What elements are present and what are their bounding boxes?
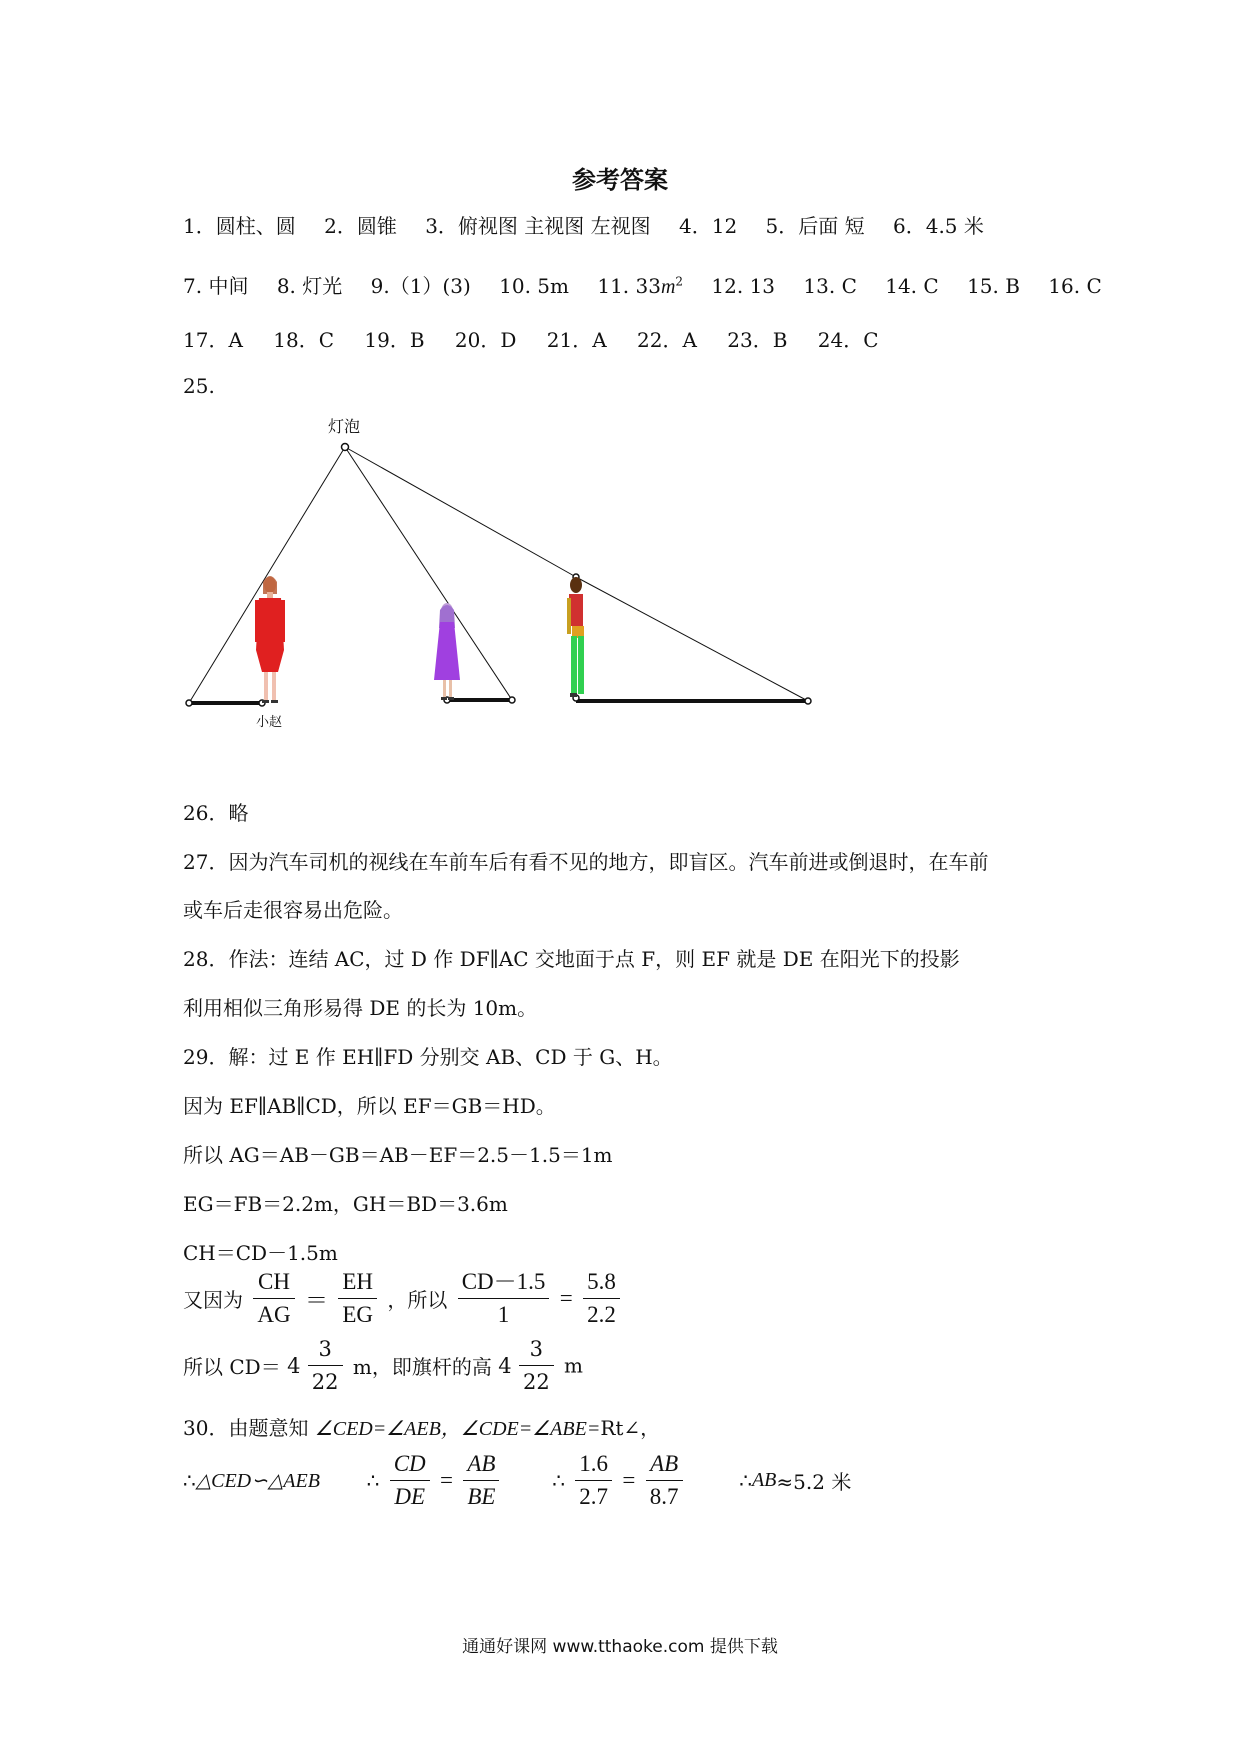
answer-14: 14. C [885,274,939,298]
q28-line-1: 28．作法：连结 AC，过 D 作 DF∥AC 交地面于点 F，则 EF 就是 DE 在阳光下的投影 [183,947,960,971]
answer-24: 24．C [817,328,879,352]
q30-frac-ab-be: $\frac{AB}{BE}$ [463,1450,499,1511]
person-xiaozhao-label: 小赵 [256,715,283,730]
page-title: 参考答案 [572,166,668,194]
q30-frac-16-27: $\frac{1.6}{2.7}$ [575,1450,612,1511]
answer-12: 12. 13 [711,274,776,298]
person-xiaozhao-figure [255,576,285,703]
q28-line-2: 利用相似三角形易得 DE 的长为 10m。 [183,996,538,1020]
ray-middle [345,447,512,700]
q29-mixed-frac-2: $\frac{3}{22}$ [519,1335,554,1396]
q30-frac-cd-de: $\frac{CD}{DE}$ [390,1450,430,1511]
q29-frac-eh-eg: $\frac{EH}{EG}$ [338,1268,377,1329]
answer-15: 15. B [967,274,1020,298]
q29-line-5: CH＝CD－1.5m [183,1241,338,1265]
answer-4: 4．12 [679,214,738,238]
answer-21: 21．A [546,328,607,352]
q29-frac-ch-ag: $\frac{CH}{AG}$ [253,1268,294,1329]
answer-18: 18．C [273,328,335,352]
q29-line-2: 因为 EF∥AB∥CD，所以 EF＝GB＝HD。 [183,1094,556,1118]
ray-right-2 [576,577,808,701]
q30-line-2: ∴△CED∽△AEB ∴ $\frac{CD}{DE}$ = $\frac{AB}{BE}$ ∴ $\frac{1.6}{2.7}$ = $\frac{AB}{8.7}$ ∴AB≈5.2 米 [183,1451,852,1509]
person-right-figure [567,577,584,697]
ray-right-1 [345,447,576,577]
answer-22: 22．A [637,328,697,352]
q30-line-1: 30．由题意知 ∠CED=∠AEB，∠CDE=∠ABE=Rt∠， [183,1416,661,1440]
answer-10: 10. 5m [499,274,569,298]
footer-source: 通通好课网 www.tthaoke.com 提供下载 [462,1637,778,1657]
answer-17: 17．A [183,328,243,352]
q29-line-3: 所以 AG＝AB－GB＝AB－EF＝2.5－1.5＝1m [183,1143,613,1167]
q26-text: 26．略 [183,801,249,825]
answer-23: 23．B [727,328,788,352]
answer-7: 7. 中间 [183,274,249,298]
answer-1: 1．圆柱、圆 [183,214,296,238]
point-right-end [805,698,811,704]
q29-frac-cd: $\frac{CD-1.5}{1}$ [458,1268,550,1329]
q29-mixed-frac-1: $\frac{3}{22}$ [308,1335,343,1396]
q25-label: 25. [183,374,215,398]
q29-prop-prefix: 又因为 [183,1288,243,1312]
q29-proportion: 又因为 $\frac{CH}{AG}$ ＝ $\frac{EH}{EG}$ ，所以 $\frac{CD-1.5}{1}$ = $\frac{5.8}{2.2}$ [183,1268,624,1329]
answer-16: 16. C [1048,274,1102,298]
q29-result: 所以 CD＝ 4 $\frac{3}{22}$ m，即旗杆的高 4 $\frac{3}{22}$ m [183,1337,584,1394]
q30-frac-ab-87: $\frac{AB}{8.7}$ [646,1450,683,1511]
answer-6: 6．4.5 米 [893,214,984,238]
answer-5: 5．后面 短 [765,214,865,238]
bulb-point [342,444,349,451]
q27-line-2: 或车后走很容易出危险。 [183,898,403,922]
q29-frac-58-22: $\frac{5.8}{2.2}$ [583,1268,620,1329]
q27-line-1: 27．因为汽车司机的视线在车前车后有看不见的地方，即盲区。汽车前进或倒退时，在车前 [183,850,989,874]
q29-line-4: EG＝FB＝2.2m，GH＝BD＝3.6m [183,1192,508,1216]
q25-diagram [0,0,1240,760]
answer-3: 3．俯视图 主视图 左视图 [425,214,651,238]
answer-2: 2．圆锥 [324,214,397,238]
person-middle-figure [434,603,460,700]
answer-9: 9.（1）(3) [370,274,471,298]
bulb-label: 灯泡 [328,417,361,436]
point-middle-end [509,697,515,703]
answer-19: 19．B [364,328,425,352]
q29-line-1: 29．解：过 E 作 EH∥FD 分别交 AB、CD 于 G、H。 [183,1045,673,1069]
answer-13: 13. C [803,274,857,298]
answer-8: 8. 灯光 [276,274,343,298]
answer-11: 11. $33m^2$ [597,274,684,298]
point-left-end [186,700,192,706]
answer-20: 20．D [454,328,517,352]
